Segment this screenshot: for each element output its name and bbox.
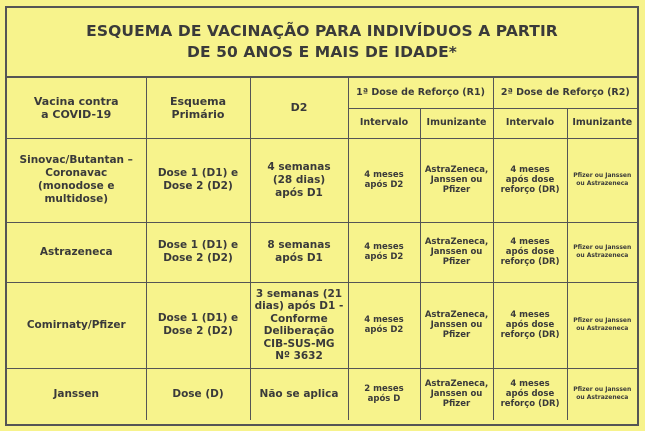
table-row xyxy=(7,282,637,368)
cell-d2: 3 semanas (21 dias) após D1 - Conforme Deliberação CIB-SUS-MG Nº 3632 xyxy=(250,282,348,368)
cell-r1-interval: 4 meses após D2 xyxy=(348,138,420,222)
title-line-2: DE 50 ANOS E MAIS DE IDADE* xyxy=(187,43,457,61)
cell-r2-interval: 4 meses após dose reforço (DR) xyxy=(493,138,567,222)
cell-r2-interval: 4 meses após dose reforço (DR) xyxy=(493,282,567,368)
cell-d2: 4 semanas (28 dias) após D1 xyxy=(250,138,348,222)
header-r2-immunizer: Imunizante xyxy=(567,108,637,138)
cell-r2-immunizer: Pfizer ou Janssen ou Astrazeneca xyxy=(567,368,637,420)
header-vaccine: Vacina contra a COVID-19 xyxy=(7,78,146,138)
cell-r2-interval: 4 meses após dose reforço (DR) xyxy=(493,368,567,420)
table-row xyxy=(7,138,637,222)
cell-r1-immunizer: AstraZeneca, Janssen ou Pfizer xyxy=(420,138,493,222)
cell-primary: Dose (D) xyxy=(146,368,250,420)
cell-r2-immunizer: Pfizer ou Janssen ou Astrazeneca xyxy=(567,282,637,368)
header-r1: 1ª Dose de Reforço (R1) xyxy=(348,78,493,108)
cell-r1-immunizer: AstraZeneca, Janssen ou Pfizer xyxy=(420,368,493,420)
cell-r1-interval: 4 meses após D2 xyxy=(348,282,420,368)
cell-r2-interval: 4 meses após dose reforço (DR) xyxy=(493,222,567,282)
cell-vaccine: Astrazeneca xyxy=(7,222,146,282)
cell-vaccine: Janssen xyxy=(7,368,146,420)
header-r2-interval: Intervalo xyxy=(493,108,567,138)
header-r1-interval: Intervalo xyxy=(348,108,420,138)
vaccination-schedule-table xyxy=(5,6,639,426)
cell-d2: 8 semanas após D1 xyxy=(250,222,348,282)
cell-vaccine: Comirnaty/Pfizer xyxy=(7,282,146,368)
cell-r1-immunizer: AstraZeneca, Janssen ou Pfizer xyxy=(420,222,493,282)
cell-r1-interval: 4 meses após D2 xyxy=(348,222,420,282)
cell-primary: Dose 1 (D1) e Dose 2 (D2) xyxy=(146,138,250,222)
header-row-1 xyxy=(7,78,637,108)
cell-primary: Dose 1 (D1) e Dose 2 (D2) xyxy=(146,282,250,368)
cell-r1-interval: 2 meses após D xyxy=(348,368,420,420)
cell-primary: Dose 1 (D1) e Dose 2 (D2) xyxy=(146,222,250,282)
header-primary-schedule: Esquema Primário xyxy=(146,78,250,138)
header-r2: 2ª Dose de Reforço (R2) xyxy=(493,78,637,108)
schedule-grid xyxy=(7,78,637,420)
title-line-1: ESQUEMA DE VACINAÇÃO PARA INDIVÍDUOS A PARTIR xyxy=(86,22,558,40)
header-d2: D2 xyxy=(250,78,348,138)
cell-d2: Não se aplica xyxy=(250,368,348,420)
cell-vaccine: Sinovac/Butantan – Coronavac (monodose e multidose) xyxy=(7,138,146,222)
table-row xyxy=(7,368,637,420)
cell-r2-immunizer: Pfizer ou Janssen ou Astrazeneca xyxy=(567,222,637,282)
table-title xyxy=(7,8,637,78)
cell-r2-immunizer: Pfizer ou Janssen ou Astrazeneca xyxy=(567,138,637,222)
header-r1-immunizer: Imunizante xyxy=(420,108,493,138)
cell-r1-immunizer: AstraZeneca, Janssen ou Pfizer xyxy=(420,282,493,368)
table-row xyxy=(7,222,637,282)
